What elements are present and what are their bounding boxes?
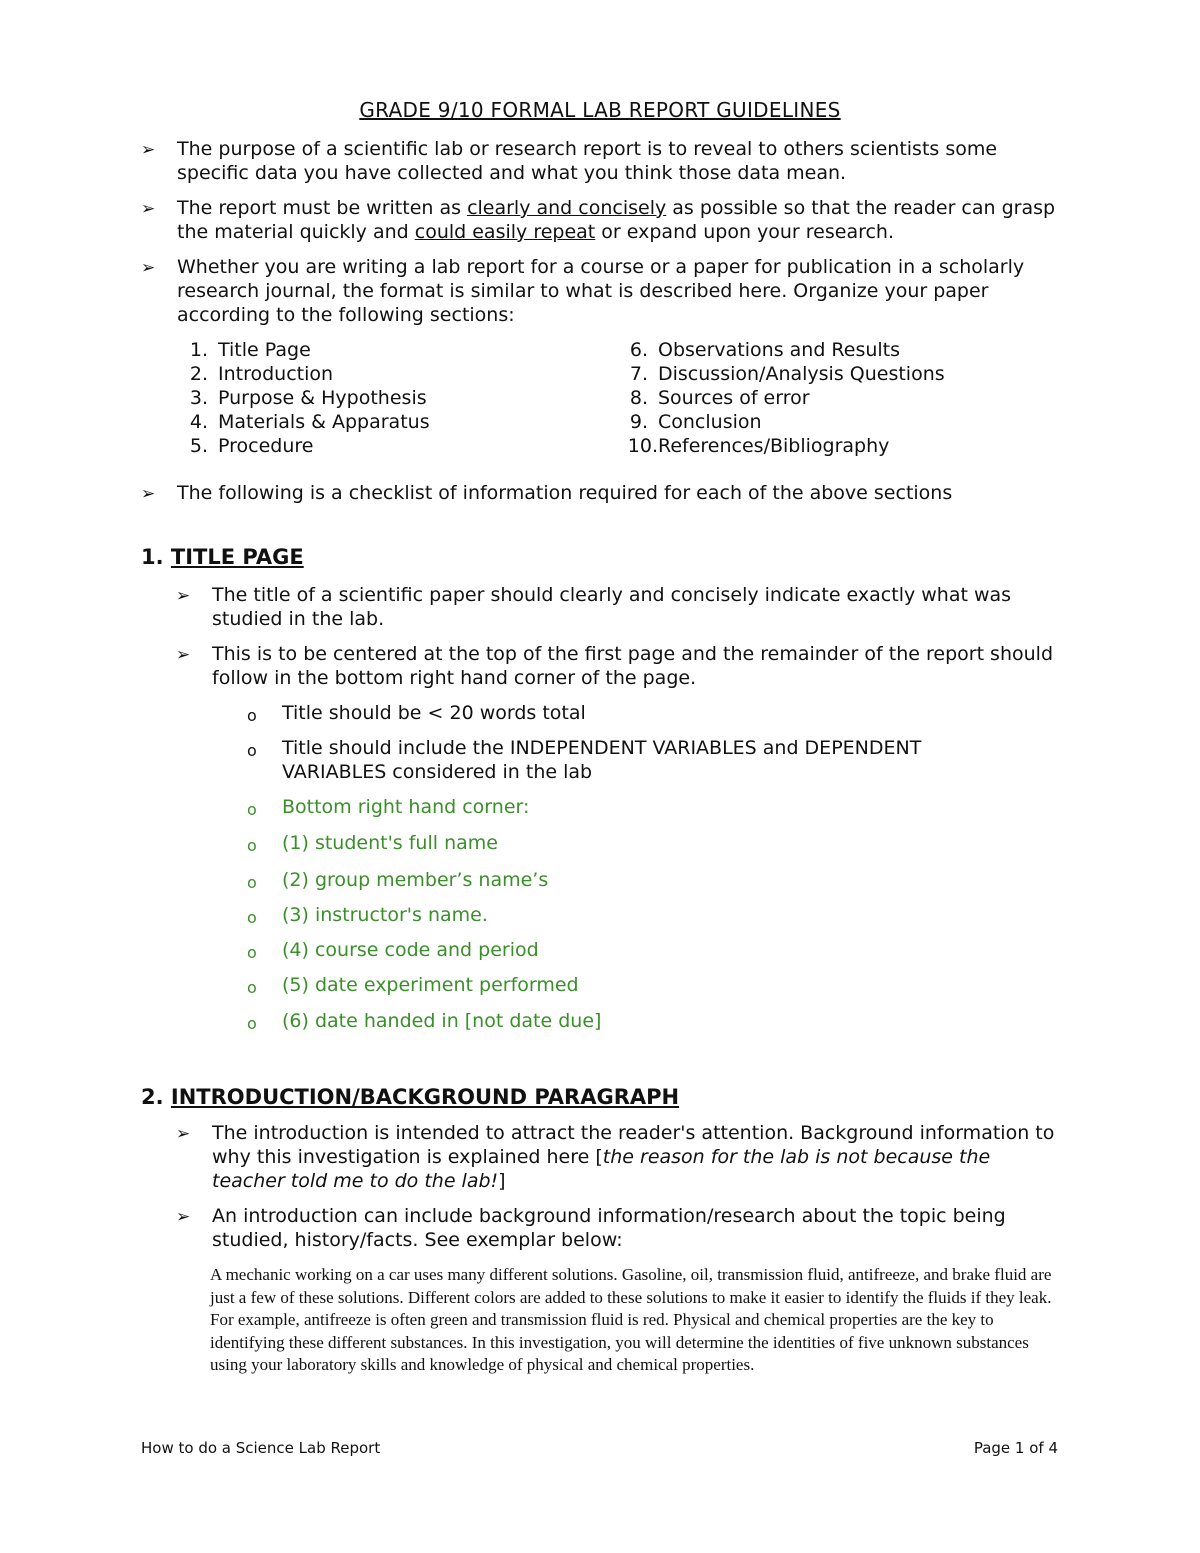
title-rule-variables: Title should include the INDEPENDENT VARIABLES and DEPENDENT VARIABLES considered in the lab	[282, 737, 922, 783]
list-item: 8. Sources of error	[629, 387, 810, 409]
intro-bullet-format: Whether you are writing a lab report for a course or a paper for publication in a scholarly research journal, the format is similar to what is described here. Organize your paper according to the following sections:	[177, 256, 1025, 326]
list-item: 10.References/Bibliography	[627, 435, 890, 457]
footer-page-number: Page 1 of 4	[973, 1439, 1058, 1457]
section-heading-title-page: 1. TITLE PAGE	[141, 545, 304, 569]
circle-bullet-icon: o	[247, 706, 257, 725]
arrow-bullet-icon: ➢	[141, 199, 156, 219]
introduction-bullet-2: An introduction can include background information/research about the topic being studied, history/facts. See exemplar below:	[212, 1205, 1006, 1251]
list-item: 9. Conclusion	[629, 411, 762, 433]
arrow-bullet-icon: ➢	[141, 484, 156, 504]
green-list-item: (3) instructor's name.	[282, 904, 488, 926]
circle-bullet-icon: o	[247, 978, 257, 997]
arrow-bullet-icon: ➢	[176, 586, 191, 606]
page-title: GRADE 9/10 FORMAL LAB REPORT GUIDELINES	[359, 98, 841, 122]
list-item: 5. Procedure	[189, 435, 314, 457]
list-item: 4. Materials & Apparatus	[189, 411, 430, 433]
section-heading-introduction: 2. INTRODUCTION/BACKGROUND PARAGRAPH	[141, 1085, 680, 1109]
list-item: 1. Title Page	[189, 339, 311, 361]
title-rule-word-count: Title should be < 20 words total	[282, 702, 586, 724]
green-list-item: (4) course code and period	[282, 939, 539, 961]
list-item: 6. Observations and Results	[629, 339, 901, 361]
title-page-bullet-1: The title of a scientific paper should clearly and concisely indicate exactly what was studied in the lab.	[212, 584, 1012, 630]
list-item: 7. Discussion/Analysis Questions	[629, 363, 945, 385]
checklist-bullet: The following is a checklist of information required for each of the above sections	[177, 482, 953, 504]
green-list-item: (5) date experiment performed	[282, 974, 579, 996]
circle-bullet-icon: o	[247, 741, 257, 760]
underlined-phrase: clearly and concisely	[467, 197, 667, 219]
exemplar-paragraph: A mechanic working on a car uses many different solutions. Gasoline, oil, transmission fluid, antifreeze, and brake fluid are just a few of these solutions. Different colors are added to these solutions to make it easier to identify the fluids if they leak. For example, antifreeze is often green and transmission fluid is red. Physical and chemical properties are the key to identifying these different substances. In this investigation, you will determine the identities of five unknown substances using your laboratory skills and knowledge of physical and chemical properties.	[210, 1265, 1052, 1375]
green-list-item: (1) student's full name	[282, 832, 498, 854]
arrow-bullet-icon: ➢	[141, 140, 156, 160]
circle-bullet-icon: o	[247, 943, 257, 962]
sections-list-col-2	[612, 338, 945, 458]
list-item: 2. Introduction	[189, 363, 334, 385]
green-list-item: (2) group member’s name’s	[282, 869, 549, 891]
footer-document-title: How to do a Science Lab Report	[141, 1439, 381, 1457]
intro-bullet-clarity: The report must be written as clearly and concisely as possible so that the reader can grasp the material quickly and could easily repeat or expand upon your research.	[177, 197, 1056, 243]
arrow-bullet-icon: ➢	[176, 1124, 191, 1144]
list-item: 3. Purpose & Hypothesis	[189, 387, 427, 409]
arrow-bullet-icon: ➢	[176, 645, 191, 665]
green-list-item: (6) date handed in [not date due]	[282, 1010, 602, 1032]
circle-bullet-icon: o	[247, 908, 257, 927]
circle-bullet-icon: o	[247, 800, 257, 819]
sections-list-col-1	[172, 338, 430, 458]
circle-bullet-icon: o	[247, 836, 257, 855]
green-list-item: Bottom right hand corner:	[282, 796, 530, 818]
circle-bullet-icon: o	[247, 873, 257, 892]
underlined-phrase: could easily repeat	[414, 221, 596, 243]
intro-bullet-purpose: The purpose of a scientific lab or research report is to reveal to others scientists some specific data you have collected and what you think those data mean.	[177, 138, 998, 184]
arrow-bullet-icon: ➢	[176, 1207, 191, 1227]
arrow-bullet-icon: ➢	[141, 258, 156, 278]
circle-bullet-icon: o	[247, 1014, 257, 1033]
introduction-bullet-1: The introduction is intended to attract the reader's attention. Background information to why this investigation is explained here [the reason for the lab is not because the teacher told me to do the lab!]	[212, 1122, 1055, 1192]
title-page-bullet-2: This is to be centered at the top of the first page and the remainder of the report should follow in the bottom right hand corner of the page.	[212, 643, 1054, 689]
